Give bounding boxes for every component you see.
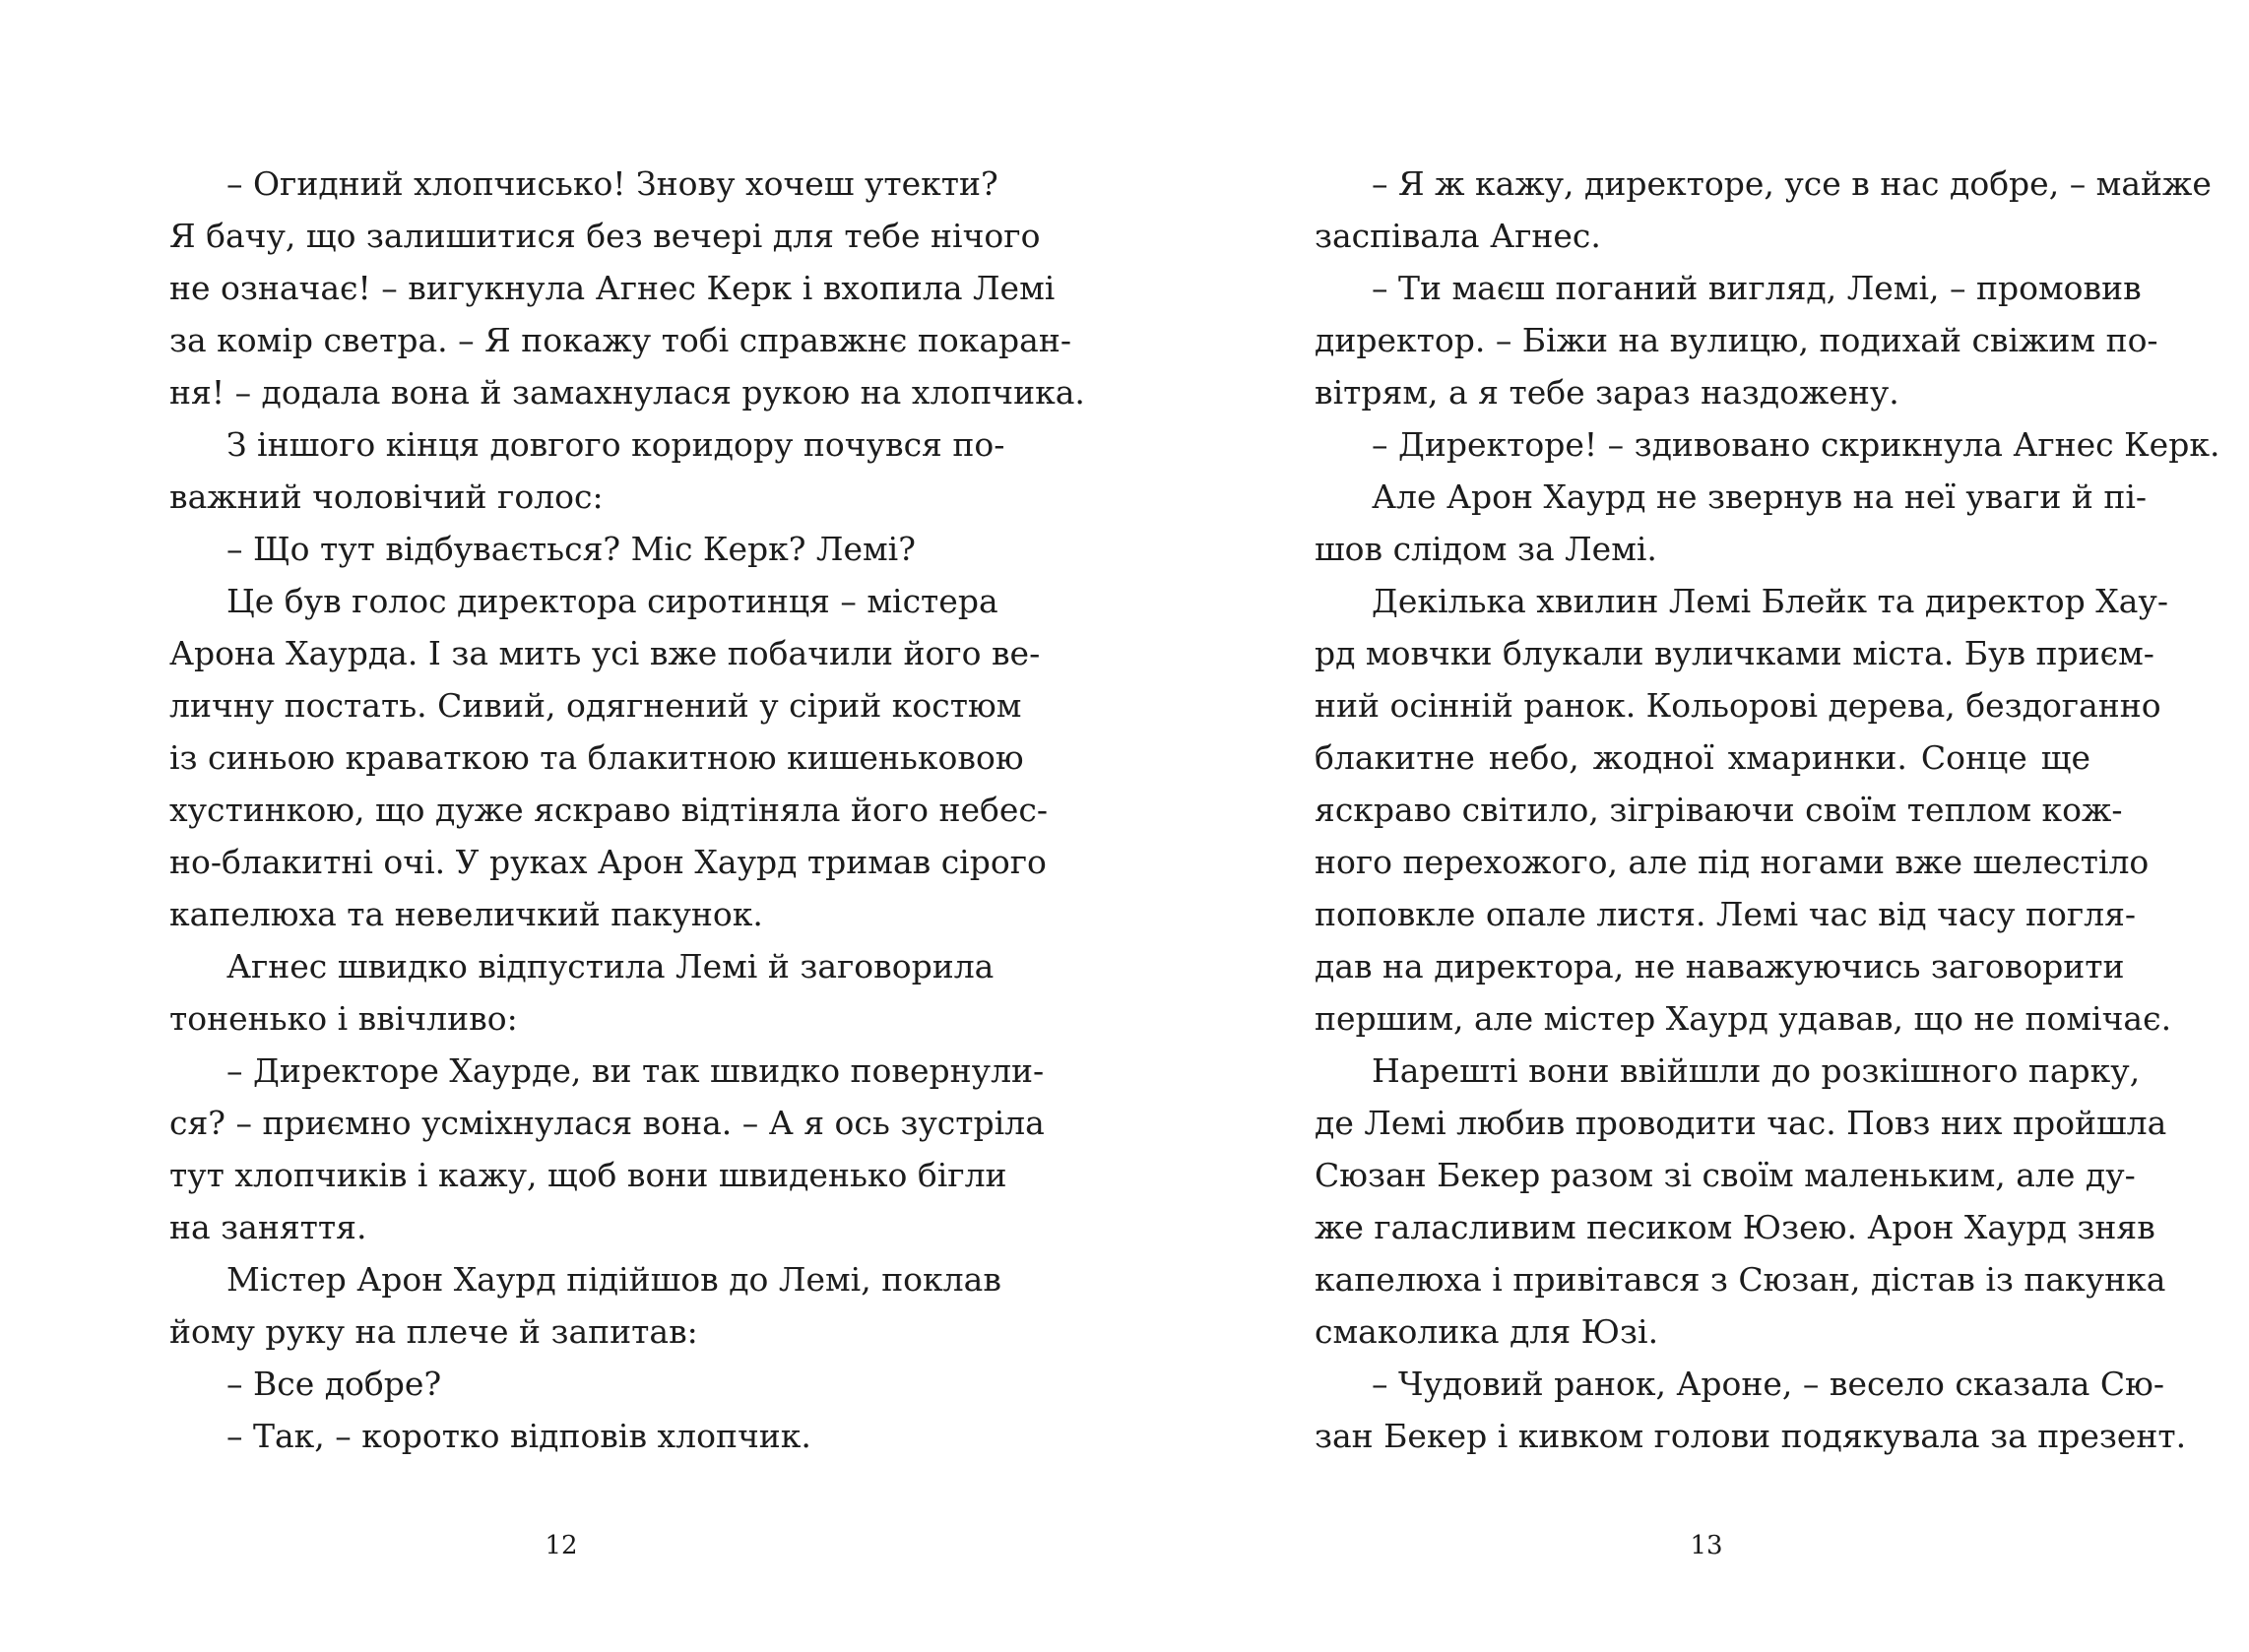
text-line: заспівала Агнес. (1315, 217, 1601, 255)
text-line: – Ти маєш поганий вигляд, Лемі, – промовив (1372, 269, 2142, 307)
text-line: же галасливим песиком Юзею. Арон Хаурд зняв (1315, 1208, 2155, 1246)
text-line: шов слідом за Лемі. (1315, 530, 1657, 568)
left-page (169, 158, 1085, 1462)
right-page (1315, 158, 2220, 1462)
text-line: не означає! – вигукнула Агнес Керк і вхопила Лемі (169, 269, 1056, 307)
text-line: Але Арон Хаурд не звернув на неї уваги й пі- (1372, 477, 2148, 516)
text-line: – Так, – коротко відповів хлопчик. (226, 1417, 811, 1455)
text-line: вітрям, а я тебе зараз наздожену. (1315, 373, 1899, 412)
text-line: Це був голос директора сиротинця – містера (226, 582, 998, 620)
text-line: йому руку на плече й запитав: (169, 1312, 698, 1351)
text-line: – Я ж кажу, директоре, усе в нас добре, – майже (1372, 164, 2212, 203)
text-line: блакитне небо, жодної хмаринки. Сонце ще (1315, 738, 2090, 777)
text-line: – Директоре Хаурде, ви так швидко повернули- (226, 1051, 1045, 1090)
text-line: зан Бекер і кивком голови подякувала за презент. (1315, 1417, 2187, 1455)
text-line: – Огидний хлопчисько! Знову хочеш утекти? (226, 164, 998, 203)
text-line: ного перехожого, але під ногами вже шелестіло (1315, 843, 2150, 881)
text-line: капелюха і привітався з Сюзан, дістав із пакунка (1315, 1260, 2166, 1299)
text-line: но-блакитні очі. У руках Арон Хаурд тримав сірого (169, 843, 1047, 881)
text-line: капелюха та невеличкий пакунок. (169, 895, 763, 933)
page-number-right: 13 (1690, 1531, 1723, 1560)
text-line: із синьою краваткою та блакитною кишеньковою (169, 738, 1024, 777)
text-line: рд мовчки блукали вуличками міста. Був приєм- (1315, 634, 2154, 672)
text-line: – Директоре! – здивовано скрикнула Агнес Керк. (1372, 425, 2220, 464)
text-line: ний осінній ранок. Кольорові дерева, бездоганно (1315, 686, 2161, 725)
text-line: Агнес швидко відпустила Лемі й заговорила (226, 947, 995, 985)
text-line: Містер Арон Хаурд підійшов до Лемі, поклав (226, 1260, 1001, 1299)
text-line: личну постать. Сивий, одягнений у сірий костюм (169, 686, 1022, 725)
text-line: – Що тут відбувається? Міс Керк? Лемі? (226, 530, 916, 568)
text-line: – Чудовий ранок, Ароне, – весело сказала Сю- (1372, 1365, 2165, 1403)
text-line: першим, але містер Хаурд удавав, що не помічає. (1315, 999, 2172, 1038)
text-line: З іншого кінця довгого коридору почувся по- (226, 425, 1005, 464)
text-line: Арона Хаурда. І за мить усі вже побачили його ве- (169, 634, 1041, 672)
text-line: поповкле опале листя. Лемі час від часу погля- (1315, 895, 2137, 933)
text-line: ся? – приємно усміхнулася вона. – А я ось зустріла (169, 1104, 1045, 1142)
text-line: Нарешті вони ввійшли до розкішного парку, (1372, 1051, 2141, 1090)
text-line: Я бачу, що залишитися без вечері для тебе нічого (169, 217, 1041, 255)
text-line: тоненько і ввічливо: (169, 999, 518, 1038)
page-number-left: 12 (545, 1531, 578, 1560)
text-line: – Все добре? (226, 1365, 442, 1403)
text-line: ня! – додала вона й замахнулася рукою на хлопчика. (169, 373, 1085, 412)
text-line: тут хлопчиків і кажу, щоб вони швиденько бігли (169, 1156, 1007, 1194)
text-line: смаколика для Юзі. (1315, 1312, 1659, 1351)
text-line: за комір светра. – Я покажу тобі справжнє покаран- (169, 321, 1071, 359)
text-line: директор. – Біжи на вулицю, подихай свіжим по- (1315, 321, 2158, 359)
text-line: Сюзан Бекер разом зі своїм маленьким, але ду- (1315, 1156, 2136, 1194)
text-line: Декілька хвилин Лемі Блейк та директор Хау- (1372, 582, 2168, 620)
text-line: важний чоловічий голос: (169, 477, 604, 516)
text-line: хустинкою, що дуже яскраво відтіняла його небес- (169, 791, 1049, 829)
text-line: на заняття. (169, 1208, 367, 1246)
text-line: дав на директора, не наважуючись заговорити (1315, 947, 2125, 985)
text-line: де Лемі любив проводити час. Повз них пройшла (1315, 1104, 2167, 1142)
text-line: яскраво світило, зігріваючи своїм теплом кож- (1315, 791, 2123, 829)
